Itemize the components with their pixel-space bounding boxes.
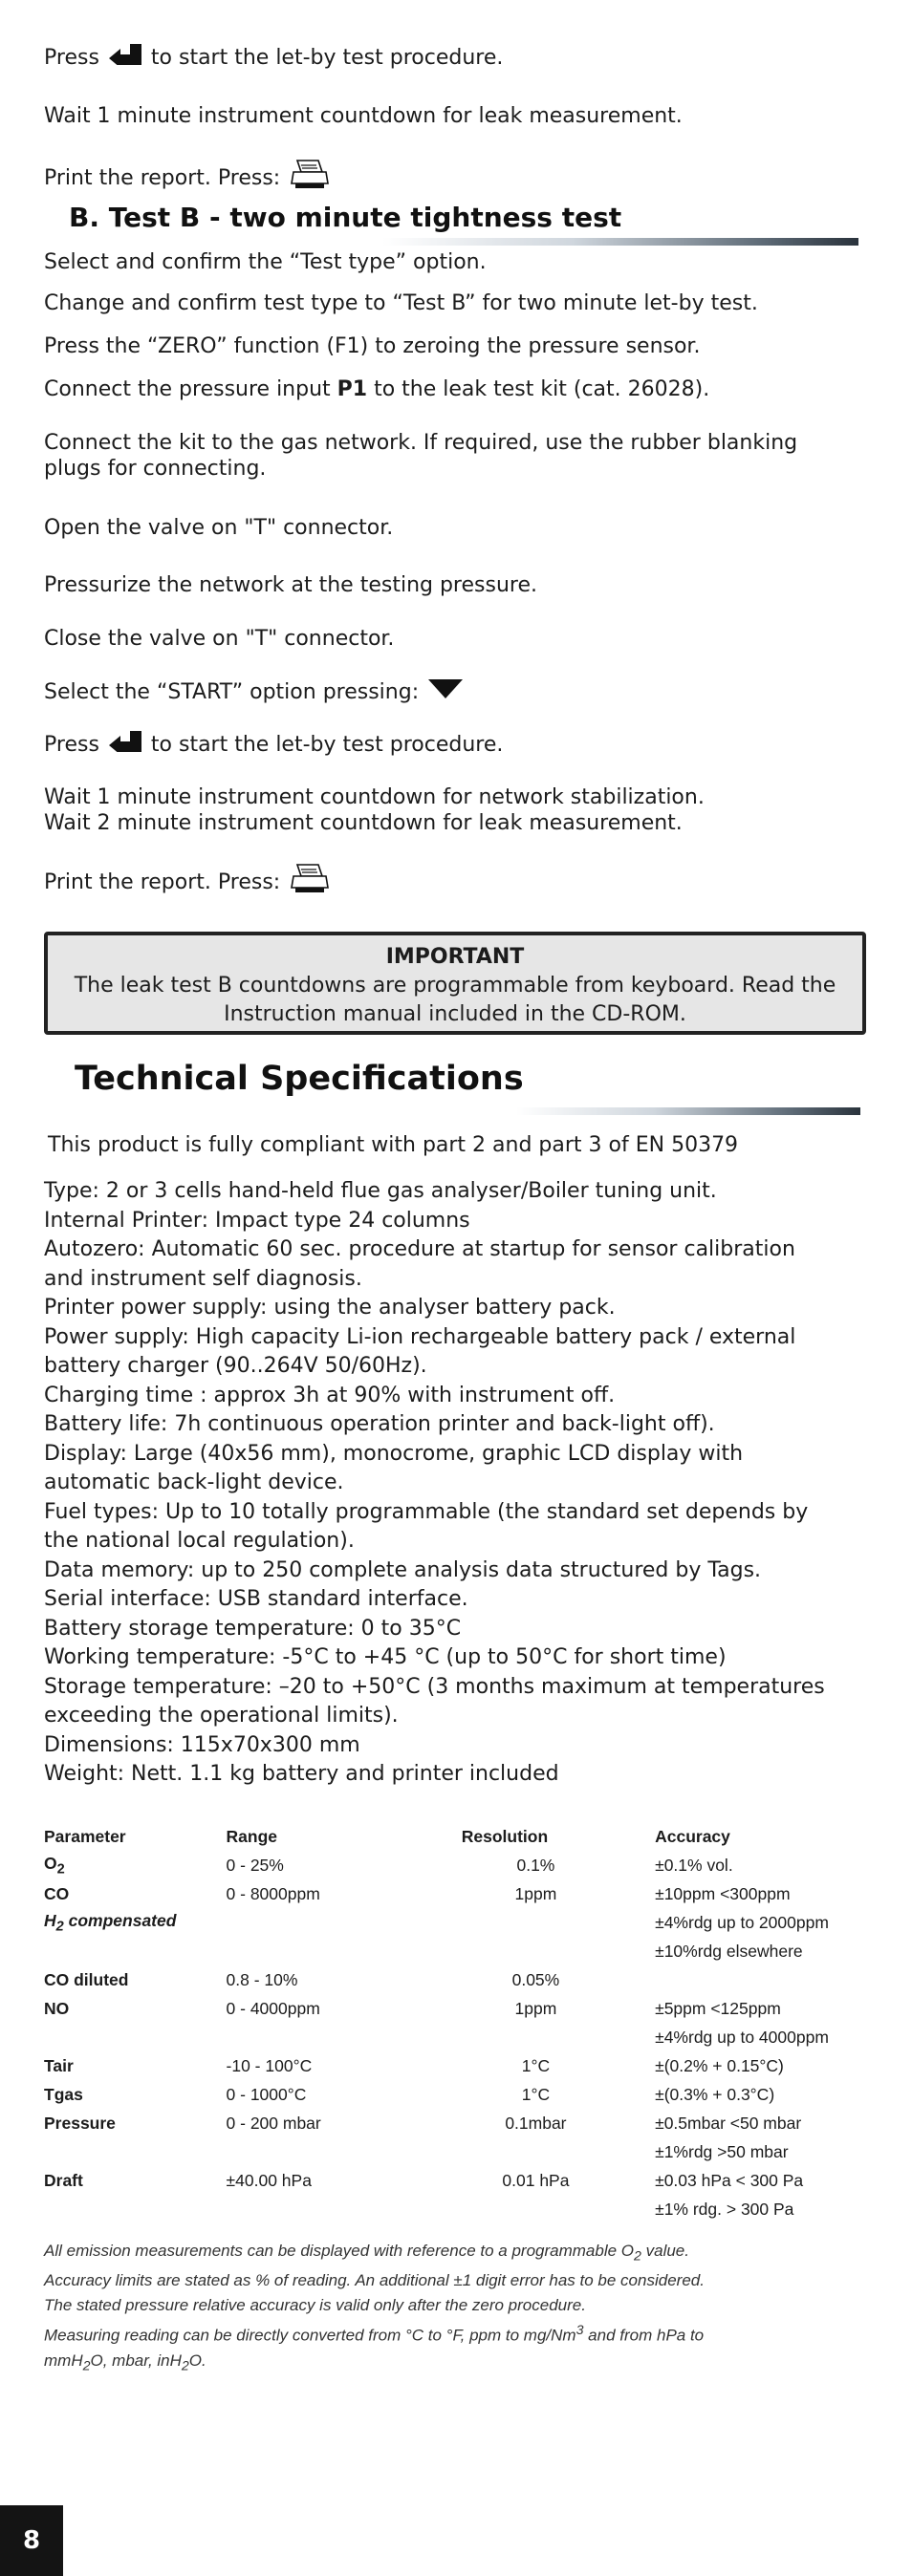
table-row bbox=[44, 2023, 912, 2051]
cell-resolution bbox=[420, 2195, 652, 2223]
connect-p1-text: Connect the pressure input bbox=[44, 377, 337, 401]
param-tail: compensated bbox=[63, 1910, 177, 1930]
note-subscript: 2 bbox=[82, 2358, 91, 2374]
cell-parameter bbox=[44, 2195, 227, 2223]
table-row bbox=[44, 1994, 912, 2023]
param-subscript: 2 bbox=[56, 1861, 65, 1878]
step-connect-kit-2: plugs for connecting. bbox=[44, 457, 267, 481]
note-text: Measuring reading can be directly converted from °C to °F, ppm to mg/Nm bbox=[44, 2327, 576, 2346]
cell-range: 0 - 25% bbox=[226, 1855, 284, 1875]
table-row bbox=[44, 2080, 912, 2109]
press-text: Press bbox=[44, 46, 99, 70]
print-report-text: Print the report. Press: bbox=[44, 870, 281, 894]
important-line-1: The leak test B countdowns are programmable from keyboard. Read the bbox=[74, 974, 836, 998]
cell-accuracy: ±10ppm <300ppm bbox=[655, 1883, 791, 1903]
note-text-end: value. bbox=[641, 2242, 689, 2260]
header-resolution: Resolution bbox=[461, 1826, 549, 1846]
down-arrow-icon bbox=[428, 679, 463, 706]
table-row bbox=[44, 1851, 912, 1879]
param-subscript: 2 bbox=[55, 1919, 64, 1935]
cell-resolution: 0.05% bbox=[511, 1969, 560, 1989]
note-superscript: 3 bbox=[575, 2323, 584, 2339]
select-start-text: Select the “START” option pressing: bbox=[44, 680, 420, 704]
cell-range bbox=[227, 2137, 420, 2166]
cell-parameter bbox=[44, 2137, 227, 2166]
spec-line: Fuel types: Up to 10 totally programmable (the standard set depends by bbox=[44, 1499, 809, 1524]
cell-range: 0 - 4000ppm bbox=[226, 1998, 320, 2018]
table-row bbox=[44, 2195, 912, 2223]
table-row bbox=[44, 2109, 912, 2137]
note-subscript: 2 bbox=[634, 2248, 641, 2265]
header-range: Range bbox=[226, 1826, 278, 1846]
tech-specs-rule bbox=[516, 1107, 860, 1115]
cell-resolution: 1ppm bbox=[514, 1883, 557, 1903]
section-b-title: B. Test B - two minute tightness test bbox=[69, 202, 622, 233]
page-number: 8 bbox=[0, 2505, 63, 2576]
cell-parameter: CO bbox=[44, 1883, 70, 1903]
cell-accuracy: ±5ppm <125ppm bbox=[655, 1998, 781, 2018]
specs-table bbox=[44, 1822, 912, 2223]
cell-resolution: 1°C bbox=[521, 2084, 551, 2104]
spec-line: Printer power supply: using the analyser battery pack. bbox=[44, 1296, 616, 1320]
cell-resolution bbox=[420, 1908, 652, 1937]
step-wait-stabilization: Wait 1 minute instrument countdown for network stabilization. bbox=[44, 785, 705, 809]
step-change-test-type: Change and confirm test type to “Test B” for two minute let-by test. bbox=[44, 291, 758, 315]
table-row bbox=[44, 1908, 912, 1937]
spec-line: Battery life: 7h continuous operation printer and back-light off). bbox=[44, 1412, 715, 1436]
step-connect-kit-1: Connect the kit to the gas network. If required, use the rubber blanking bbox=[44, 431, 798, 455]
spec-line: Working temperature: -5°C to +45 °C (up to 50°C for short time) bbox=[44, 1645, 727, 1669]
step-select-test-type: Select and confirm the “Test type” option. bbox=[44, 250, 487, 274]
important-line-2: Instruction manual included in the CD-ROM. bbox=[224, 1002, 686, 1026]
cell-parameter: Draft bbox=[44, 2170, 83, 2190]
spec-line: battery charger (90..264V 50/60Hz). bbox=[44, 1354, 427, 1378]
step-print-report bbox=[44, 863, 339, 903]
cell-resolution: 0.1% bbox=[516, 1855, 555, 1875]
section-b-rule bbox=[382, 238, 858, 246]
print-report-line bbox=[44, 159, 339, 199]
table-row bbox=[44, 2166, 912, 2195]
cell-parameter: Pressure bbox=[44, 2113, 116, 2133]
table-row bbox=[44, 2051, 912, 2080]
header-parameter: Parameter bbox=[44, 1826, 126, 1846]
spec-line: Autozero: Automatic 60 sec. procedure at startup for sensor calibration bbox=[44, 1237, 795, 1261]
cell-parameter: CO diluted bbox=[44, 1969, 129, 1989]
cell-accuracy: ±(0.2% + 0.15°C) bbox=[655, 2055, 784, 2075]
step-close-valve: Close the valve on "T" connector. bbox=[44, 627, 395, 651]
p1-label: P1 bbox=[337, 377, 368, 401]
table-row bbox=[44, 1965, 912, 1994]
enter-key-icon bbox=[109, 44, 141, 73]
press-text: Press bbox=[44, 733, 99, 757]
spec-line: Power supply: High capacity Li-ion rechargeable battery pack / external bbox=[44, 1324, 796, 1349]
cell-accuracy: ±(0.3% + 0.3°C) bbox=[655, 2084, 775, 2104]
cell-parameter bbox=[44, 1908, 227, 1937]
cell-accuracy bbox=[652, 1965, 912, 1994]
cell-accuracy: ±10%rdg elsewhere bbox=[655, 1941, 803, 1961]
note-text: mmH bbox=[44, 2351, 83, 2371]
cell-range: ±40.00 hPa bbox=[226, 2170, 312, 2190]
cell-range bbox=[227, 2195, 420, 2223]
cell-accuracy: ±0.03 hPa < 300 Pa bbox=[655, 2170, 804, 2190]
print-report-text: Print the report. Press: bbox=[44, 166, 281, 190]
step-wait-leak: Wait 2 minute instrument countdown for leak measurement. bbox=[44, 811, 683, 835]
cell-range bbox=[227, 1908, 420, 1937]
connect-p1-text-end: to the leak test kit (cat. 26028). bbox=[367, 377, 710, 401]
step-select-start bbox=[44, 679, 472, 706]
tech-specs-title: Technical Specifications bbox=[75, 1060, 524, 1098]
spec-line: Data memory: up to 250 complete analysis data structured by Tags. bbox=[44, 1557, 762, 1582]
important-notice bbox=[44, 932, 866, 1035]
spec-line: Storage temperature: –20 to +50°C (3 months maximum at temperatures bbox=[44, 1674, 825, 1699]
cell-range: 0 - 1000°C bbox=[226, 2084, 307, 2104]
cell-parameter: Tair bbox=[44, 2055, 74, 2075]
spec-line: Internal Printer: Impact type 24 columns bbox=[44, 1208, 470, 1233]
cell-accuracy: ±1% rdg. > 300 Pa bbox=[655, 2199, 794, 2219]
step-connect-p1 bbox=[44, 376, 709, 403]
cell-range: 0 - 200 mbar bbox=[226, 2113, 321, 2133]
spec-line: Serial interface: USB standard interface. bbox=[44, 1587, 468, 1611]
cell-range bbox=[227, 1937, 420, 1965]
cell-accuracy: ±0.1% vol. bbox=[655, 1855, 733, 1875]
cell-accuracy: ±4%rdg up to 4000ppm bbox=[655, 2027, 829, 2047]
cell-resolution: 0.01 hPa bbox=[502, 2170, 570, 2190]
step-press-enter bbox=[44, 731, 503, 760]
note-text: O, mbar, inH bbox=[90, 2351, 182, 2371]
spec-line: Type: 2 or 3 cells hand-held flue gas analyser/Boiler tuning unit. bbox=[44, 1179, 717, 1203]
table-row bbox=[44, 2137, 912, 2166]
spec-line: Weight: Nett. 1.1 kg battery and printer included bbox=[44, 1762, 559, 1786]
param-text: H bbox=[44, 1910, 56, 1930]
note-line: Accuracy limits are stated as % of reading. An additional ±1 digit error has to be considered. bbox=[44, 2271, 705, 2290]
cell-resolution bbox=[420, 2023, 652, 2051]
cell-parameter bbox=[44, 2023, 227, 2051]
spec-line: Charging time : approx 3h at 90% with instrument off. bbox=[44, 1383, 616, 1407]
cell-parameter bbox=[44, 1937, 227, 1965]
cell-resolution bbox=[420, 1937, 652, 1965]
cell-parameter: NO bbox=[44, 1998, 70, 2018]
press-enter-line bbox=[44, 44, 503, 73]
header-accuracy: Accuracy bbox=[655, 1826, 730, 1846]
step-zero: Press the “ZERO” function (F1) to zeroing the pressure sensor. bbox=[44, 334, 701, 358]
cell-range: 0.8 - 10% bbox=[226, 1969, 298, 1989]
spec-line: Display: Large (40x56 mm), monocrome, graphic LCD display with bbox=[44, 1441, 744, 1466]
spec-list bbox=[44, 1177, 876, 1790]
cell-resolution bbox=[420, 2137, 652, 2166]
step-open-valve: Open the valve on "T" connector. bbox=[44, 516, 394, 540]
printer-icon bbox=[290, 863, 330, 903]
wait-leak-line: Wait 1 minute instrument countdown for leak measurement. bbox=[44, 104, 683, 128]
compliance-line: This product is fully compliant with part 2 and part 3 of EN 50379 bbox=[48, 1133, 739, 1157]
cell-accuracy: ±0.5mbar <50 mbar bbox=[655, 2113, 802, 2133]
cell-resolution: 0.1mbar bbox=[505, 2113, 567, 2133]
param-text: O bbox=[44, 1853, 57, 1873]
important-heading: IMPORTANT bbox=[385, 945, 525, 969]
cell-parameter: Tgas bbox=[44, 2084, 83, 2104]
step-pressurize: Pressurize the network at the testing pressure. bbox=[44, 573, 537, 597]
spec-line: Dimensions: 115x70x300 mm bbox=[44, 1732, 360, 1757]
cell-range bbox=[227, 2023, 420, 2051]
footnotes bbox=[44, 2239, 876, 2378]
note-line bbox=[44, 2239, 876, 2268]
press-text-end: to start the let-by test procedure. bbox=[150, 46, 504, 70]
spec-line: and instrument self diagnosis. bbox=[44, 1266, 362, 1291]
printer-icon bbox=[290, 159, 330, 199]
cell-parameter bbox=[44, 1851, 227, 1879]
note-line bbox=[44, 2318, 876, 2349]
note-text-end: and from hPa to bbox=[583, 2327, 705, 2346]
table-row bbox=[44, 1879, 912, 1908]
cell-accuracy: ±1%rdg >50 mbar bbox=[655, 2141, 789, 2161]
note-line bbox=[44, 2349, 876, 2378]
note-text-end: O. bbox=[188, 2351, 206, 2371]
cell-resolution: 1ppm bbox=[514, 1998, 557, 2018]
note-line: The stated pressure relative accuracy is valid only after the zero procedure. bbox=[44, 2296, 586, 2315]
table-header-row bbox=[44, 1822, 912, 1851]
note-text: All emission measurements can be displayed with reference to a programmable O bbox=[44, 2242, 635, 2260]
spec-line: Battery storage temperature: 0 to 35°C bbox=[44, 1616, 462, 1641]
press-text-end: to start the let-by test procedure. bbox=[150, 733, 504, 757]
enter-key-icon bbox=[109, 731, 141, 760]
spec-line: the national local regulation). bbox=[44, 1529, 355, 1553]
note-subscript: 2 bbox=[181, 2358, 189, 2374]
cell-accuracy: ±4%rdg up to 2000ppm bbox=[655, 1912, 829, 1932]
cell-range: -10 - 100°C bbox=[226, 2055, 313, 2075]
spec-line: exceeding the operational limits). bbox=[44, 1704, 399, 1728]
table-row bbox=[44, 1937, 912, 1965]
cell-resolution: 1°C bbox=[521, 2055, 551, 2075]
spec-line: automatic back-light device. bbox=[44, 1470, 344, 1494]
cell-range: 0 - 8000ppm bbox=[226, 1883, 320, 1903]
